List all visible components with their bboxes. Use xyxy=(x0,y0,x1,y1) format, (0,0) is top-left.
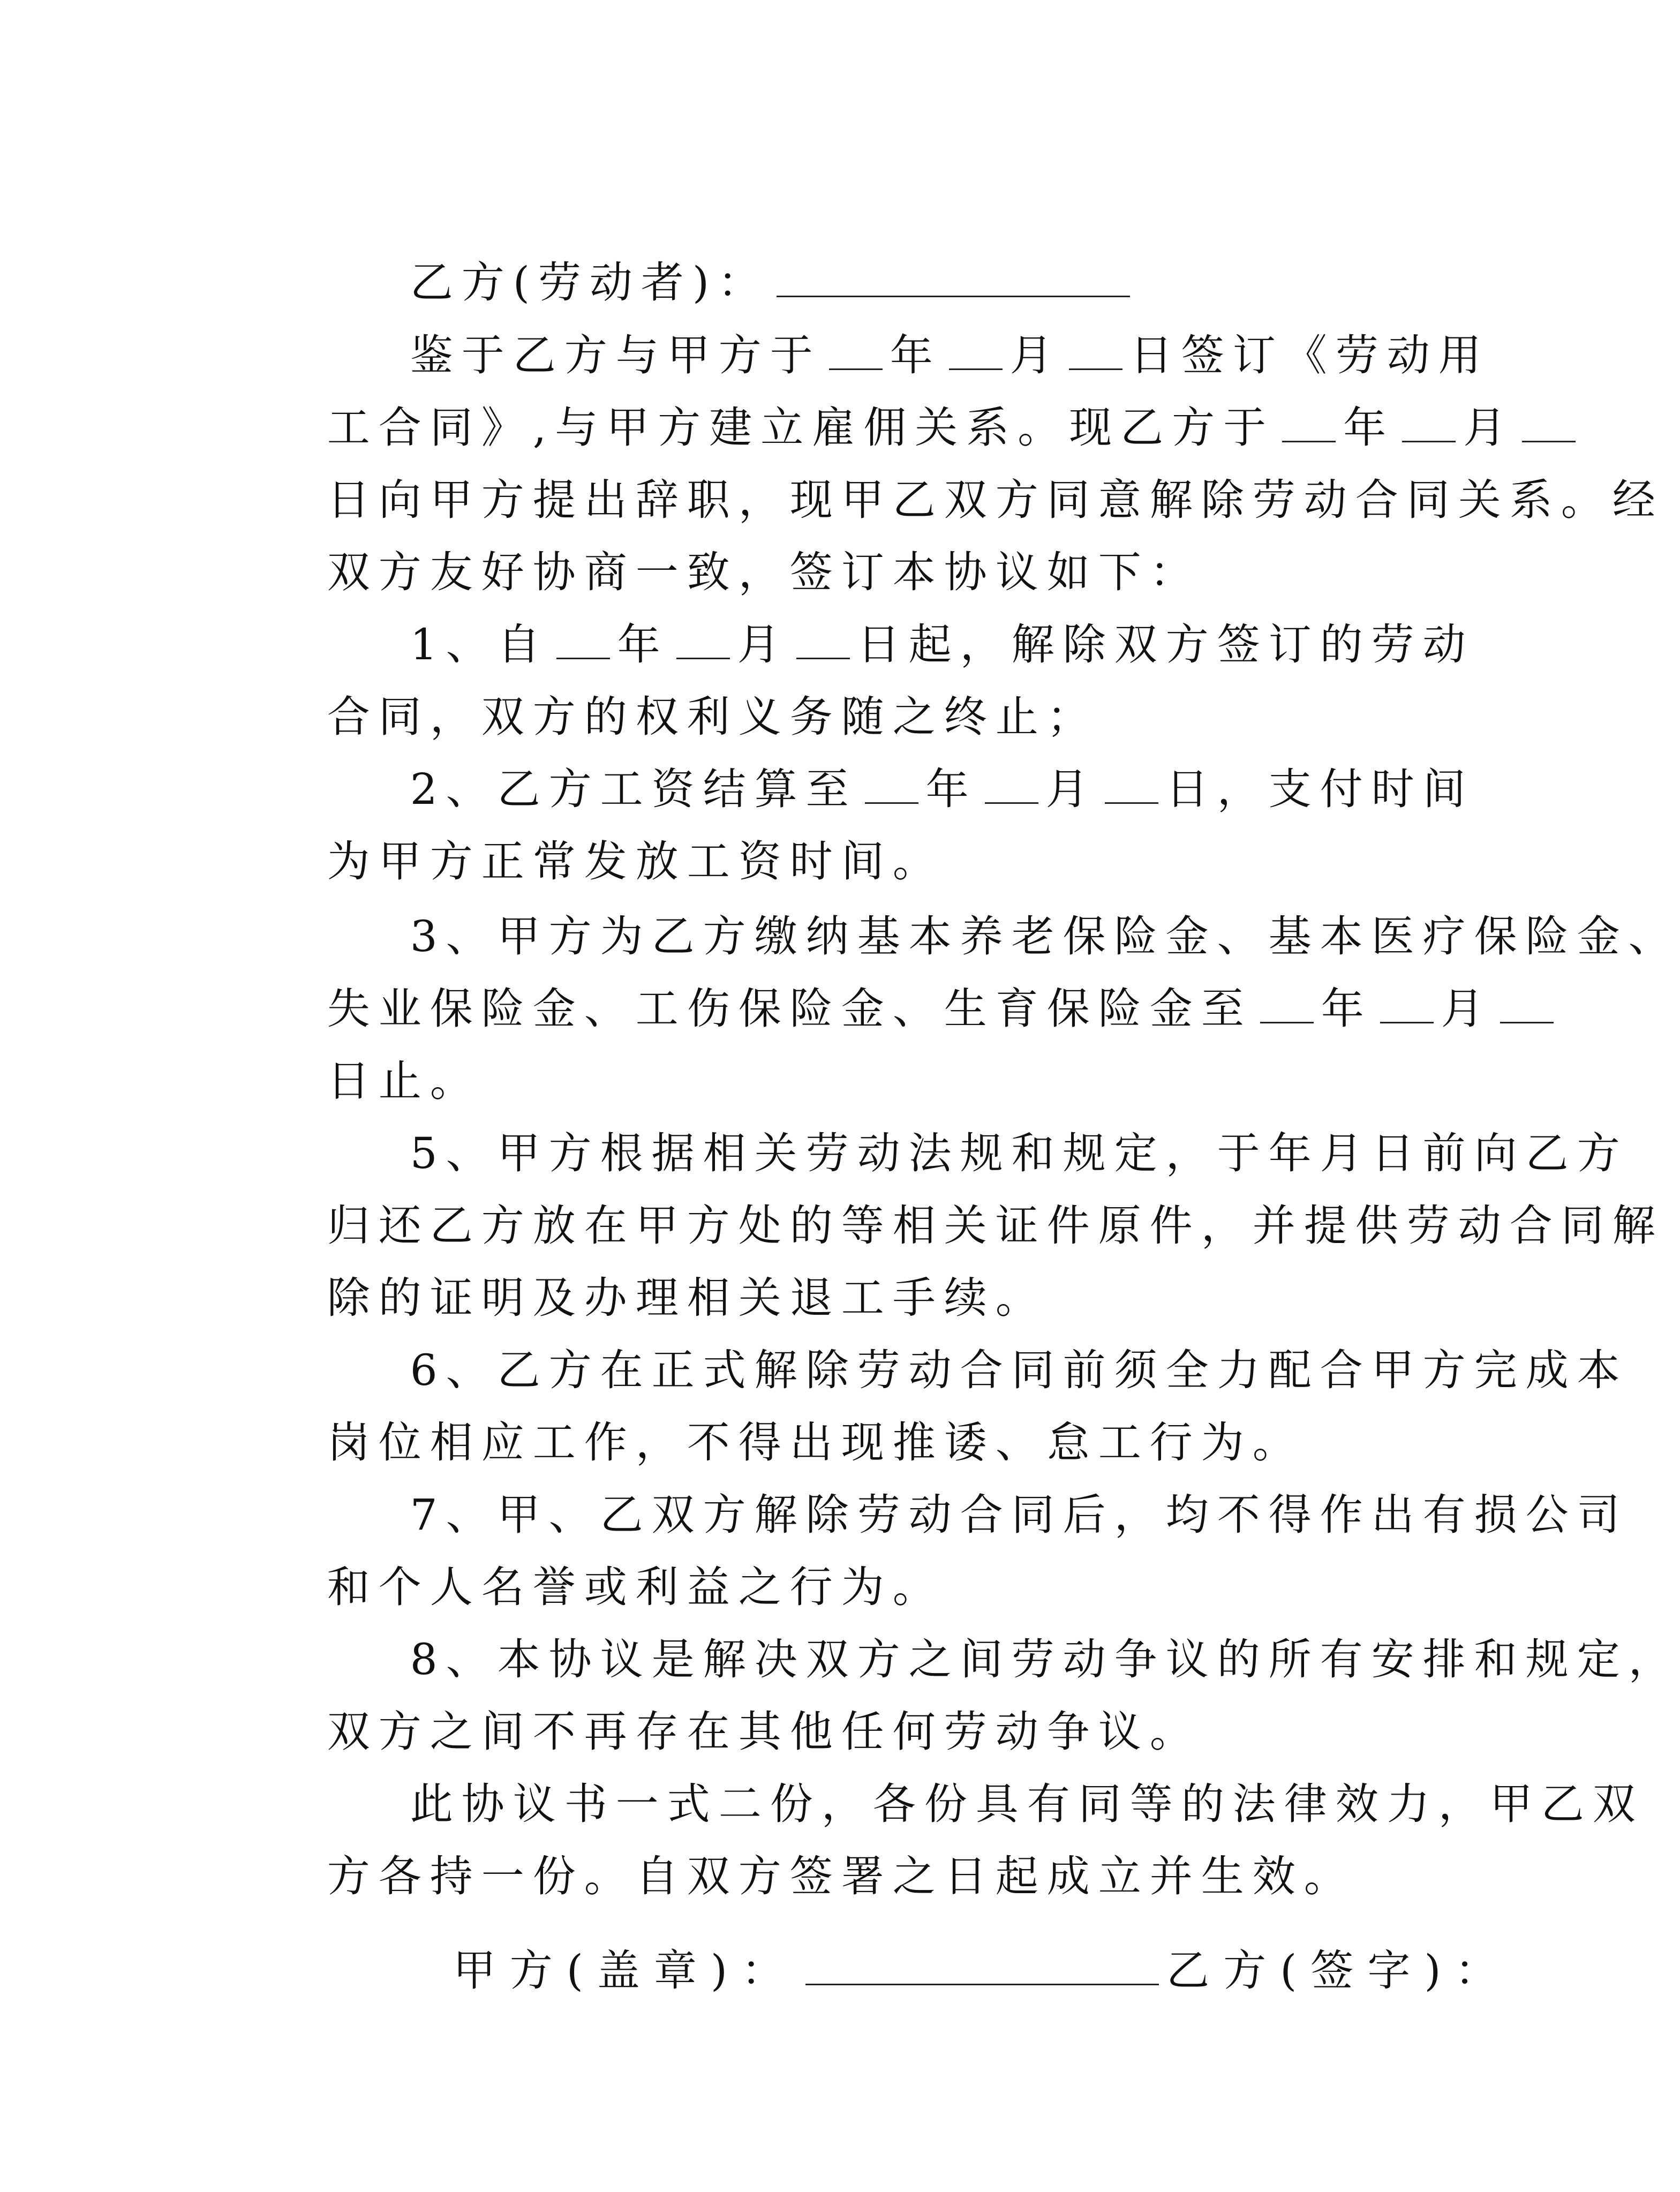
item3-year-label: 年 xyxy=(1321,984,1373,1034)
item2-year-label: 年 xyxy=(925,764,977,814)
item1-month-label: 月 xyxy=(737,620,789,669)
item2-text-a: 2、乙方工资结算至 xyxy=(410,764,857,814)
item5-l1-text: 5、甲方根据相关劳动法规和规定，于年月日前向乙方 xyxy=(410,1128,1629,1178)
item2-text-d: 日，支付时间 xyxy=(1165,764,1474,814)
day-blank[interactable] xyxy=(1500,989,1554,1023)
item3-l2-text: 失业保险金、工伤保险金、生育保险金至 xyxy=(327,984,1253,1034)
item2-month-label: 月 xyxy=(1045,764,1097,814)
item3-month-label: 月 xyxy=(1441,984,1493,1034)
p1-text-d: 日签订《劳动用 xyxy=(1129,330,1490,380)
party-b-label: 乙方(劳动者)： xyxy=(410,258,770,307)
party-b-sign-label: 乙方(签字)： xyxy=(1166,1946,1512,1995)
year-blank[interactable] xyxy=(1260,989,1314,1023)
item7-l2-text: 和个人名誉或利益之行为。 xyxy=(327,1562,944,1612)
p1-l3-text: 日向甲方提出辞职，现甲乙双方同意解除劳动合同关系。经 xyxy=(327,475,1664,525)
closing-l2-text: 方各持一份。自双方签署之日起成立并生效。 xyxy=(327,1851,1355,1901)
item3-l1-text: 3、甲方为乙方缴纳基本养老保险金、基本医疗保险金、 xyxy=(410,912,1680,961)
item1-year-label: 年 xyxy=(617,620,669,669)
p1-l2-year-label: 年 xyxy=(1343,403,1395,453)
item8-l2-text: 双方之间不再存在其他任何劳动争议。 xyxy=(327,1707,1201,1757)
p1-l4-text: 双方友好协商一致，签订本协议如下： xyxy=(327,547,1201,597)
p1-text-a: 鉴于乙方与甲方于 xyxy=(410,330,822,380)
item3-l3-text: 日止。 xyxy=(327,1056,481,1106)
item6-l2-text: 岗位相应工作，不得出现推诿、怠工行为。 xyxy=(327,1418,1304,1467)
item1-text-d: 日起，解除双方签订的劳动 xyxy=(857,620,1474,669)
item6-l1-text: 6、乙方在正式解除劳动合同前须全力配合甲方完成本 xyxy=(410,1345,1629,1395)
item2-l2-text: 为甲方正常发放工资时间。 xyxy=(327,837,944,886)
p1-l2-month-label: 月 xyxy=(1463,403,1515,453)
month-blank[interactable] xyxy=(985,769,1038,804)
closing-l1-text: 此协议书一式二份，各份具有同等的法律效力，甲乙双 xyxy=(410,1779,1644,1829)
party-a-seal-blank[interactable] xyxy=(805,1950,1159,1985)
signature-line xyxy=(343,1894,1512,2048)
p1-year-label: 年 xyxy=(890,330,941,380)
p1-month-label: 月 xyxy=(1009,330,1061,380)
item1-text-a: 1、自 xyxy=(410,620,549,669)
item7-l1-text: 7、甲、乙双方解除劳动合同后，均不得作出有损公司 xyxy=(410,1490,1629,1540)
month-blank[interactable] xyxy=(1380,989,1434,1023)
party-a-seal-label: 甲方(盖章)： xyxy=(453,1946,798,1995)
item5-l2-text: 归还乙方放在甲方处的等相关证件原件，并提供劳动合同解 xyxy=(327,1201,1664,1251)
day-blank[interactable] xyxy=(1105,769,1158,804)
p1-l2-text: 工合同》,与甲方建立雇佣关系。现乙方于 xyxy=(327,403,1275,453)
item5-l3-text: 除的证明及办理相关退工手续。 xyxy=(327,1273,1047,1323)
item8-l1-text: 8、本协议是解决双方之间劳动争议的所有安排和规定， xyxy=(410,1634,1680,1684)
item1-l2-text: 合同，双方的权利义务随之终止； xyxy=(327,692,1098,742)
